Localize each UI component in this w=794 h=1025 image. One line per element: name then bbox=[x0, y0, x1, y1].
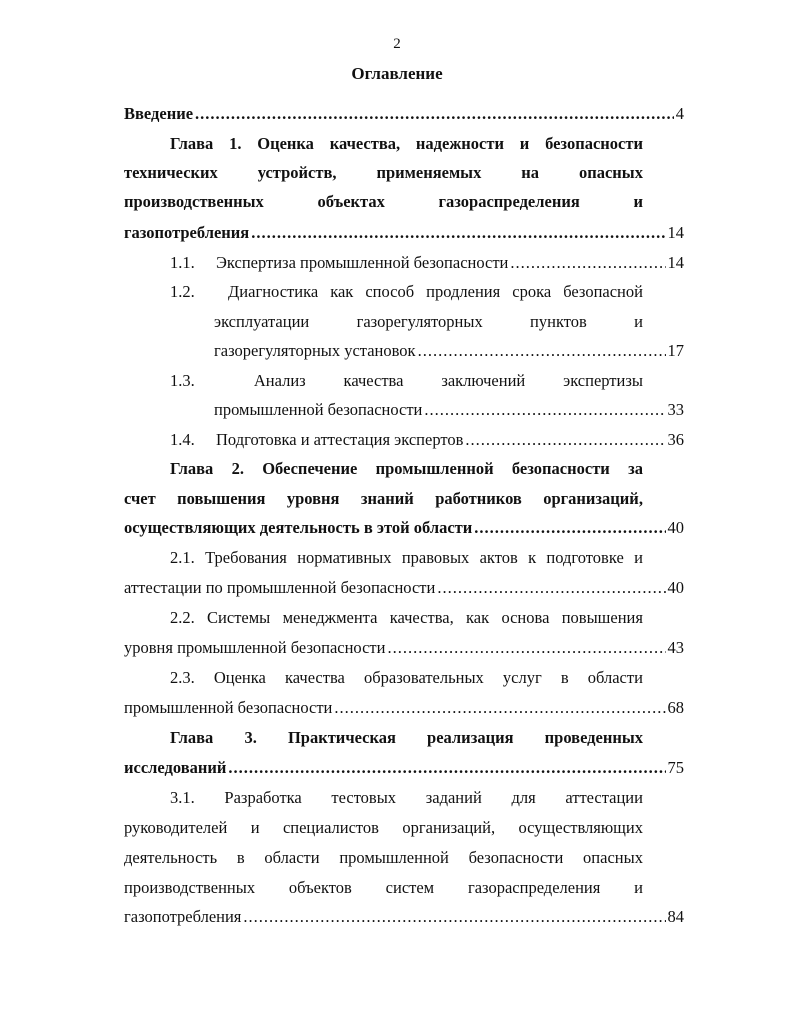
page-ref: 68 bbox=[667, 698, 684, 717]
toc-word: организаций, bbox=[543, 489, 643, 508]
toc-entry-2-3 bbox=[170, 666, 643, 690]
toc-word: для bbox=[511, 788, 536, 807]
toc-word: специалистов bbox=[282, 818, 379, 837]
page-ref: 84 bbox=[667, 907, 684, 926]
toc-word: и bbox=[250, 818, 260, 837]
entry-title: Экспертиза промышленной безопасности bbox=[216, 253, 509, 272]
entry-title: Введение bbox=[124, 104, 194, 123]
toc-word: Глава bbox=[170, 134, 214, 153]
toc-word: аттестации bbox=[565, 788, 643, 807]
toc-entry-1-2 bbox=[214, 339, 684, 363]
page-ref: 36 bbox=[667, 430, 684, 449]
toc-word: производственных bbox=[124, 192, 264, 211]
toc-word: надежности bbox=[415, 134, 504, 153]
toc-word: безопасности bbox=[545, 134, 643, 153]
toc-title: Оглавление bbox=[351, 64, 443, 83]
toc-entry-2-1 bbox=[170, 546, 643, 570]
toc-word: 3. bbox=[244, 728, 257, 747]
toc-word: как bbox=[466, 608, 490, 627]
toc-word: качества bbox=[343, 371, 404, 390]
entry-title: газопотребления bbox=[124, 223, 250, 242]
toc-entry-3-1 bbox=[170, 786, 643, 810]
toc-entry-2-3 bbox=[124, 696, 684, 720]
entry-title: аттестации по промышленной безопасности bbox=[124, 578, 436, 597]
dot-leader bbox=[474, 516, 665, 540]
toc-entry-chapter-2 bbox=[170, 457, 643, 481]
page-ref: 14 bbox=[667, 253, 684, 272]
dot-leader bbox=[424, 398, 665, 422]
toc-word: безопасности bbox=[511, 459, 610, 478]
toc-entry-chapter-1 bbox=[124, 221, 684, 245]
page-ref: 40 bbox=[667, 518, 684, 537]
dot-leader bbox=[334, 696, 665, 720]
toc-entry-1-4 bbox=[170, 428, 684, 452]
toc-word: в bbox=[236, 848, 245, 867]
toc-word: Системы bbox=[207, 608, 271, 627]
toc-word: опасных bbox=[583, 848, 643, 867]
toc-entry-2-1 bbox=[124, 576, 684, 600]
entry-title: исследований bbox=[124, 758, 227, 777]
dot-leader bbox=[195, 102, 674, 126]
page-ref: 4 bbox=[675, 104, 684, 123]
page-number: 2 bbox=[393, 36, 401, 52]
dot-leader bbox=[387, 636, 665, 660]
toc-word: и bbox=[633, 192, 643, 211]
toc-word: и bbox=[634, 548, 643, 567]
toc-word: 3.1. bbox=[170, 788, 195, 807]
toc-word: услуг bbox=[502, 668, 542, 687]
toc-word: проведенных bbox=[544, 728, 643, 747]
page-ref: 33 bbox=[667, 400, 684, 419]
toc-entry-3-1 bbox=[124, 816, 643, 840]
toc-entry-3-1 bbox=[124, 876, 643, 900]
section-number: 1.1. bbox=[170, 253, 195, 272]
toc-word: качества, bbox=[329, 134, 401, 153]
dot-leader bbox=[437, 576, 665, 600]
toc-entry-1-2 bbox=[214, 310, 643, 334]
toc-word: Разработка bbox=[224, 788, 302, 807]
toc-word: области bbox=[264, 848, 320, 867]
toc-word: и bbox=[634, 878, 643, 897]
toc-word: на bbox=[521, 163, 540, 182]
toc-word: объектов bbox=[288, 878, 352, 897]
toc-entry-3-1 bbox=[124, 846, 643, 870]
toc-word: Обеспечение bbox=[262, 459, 358, 478]
toc-word: Диагностика bbox=[228, 282, 319, 301]
toc-word: Требования bbox=[205, 548, 287, 567]
toc-word: газораспределения bbox=[467, 878, 601, 897]
toc-word: уровня bbox=[286, 489, 340, 508]
toc-word: качества bbox=[284, 668, 345, 687]
toc-word: безопасной bbox=[563, 282, 643, 301]
page-ref: 17 bbox=[667, 341, 684, 360]
toc-entry-2-2 bbox=[170, 606, 643, 630]
toc-word: нормативных bbox=[297, 548, 392, 567]
toc-word: систем bbox=[385, 878, 435, 897]
toc-word: срока bbox=[512, 282, 552, 301]
toc-word: продления bbox=[426, 282, 501, 301]
toc-word: деятельность bbox=[124, 848, 218, 867]
toc-word: экспертизы bbox=[563, 371, 643, 390]
page-ref: 14 bbox=[667, 223, 684, 242]
toc-word: реализация bbox=[427, 728, 514, 747]
toc-word: и bbox=[634, 312, 643, 331]
toc-entry-chapter-3 bbox=[124, 756, 684, 780]
toc-word: осуществляющих bbox=[518, 818, 643, 837]
toc-word: эксплуатации bbox=[214, 312, 310, 331]
toc-word: актов bbox=[479, 548, 518, 567]
toc-word: газорегуляторных bbox=[356, 312, 483, 331]
toc-word: способ bbox=[365, 282, 415, 301]
toc-entry-1-3 bbox=[170, 369, 643, 393]
entry-title: уровня промышленной безопасности bbox=[124, 638, 386, 657]
toc-word: Оценка bbox=[213, 668, 266, 687]
toc-entry-1-1 bbox=[170, 251, 684, 275]
toc-word: 2.1. bbox=[170, 548, 195, 567]
toc-word: за bbox=[628, 459, 643, 478]
toc-entry-2-2 bbox=[124, 636, 684, 660]
toc-entry-1-2 bbox=[170, 280, 643, 304]
toc-word: производственных bbox=[124, 878, 256, 897]
toc-word: счет bbox=[124, 489, 156, 508]
toc-entry-chapter-2 bbox=[124, 487, 643, 511]
toc-word: подготовке bbox=[546, 548, 624, 567]
toc-word: промышленной bbox=[375, 459, 494, 478]
entry-title: газорегуляторных установок bbox=[214, 341, 416, 360]
toc-word: пунктов bbox=[530, 312, 587, 331]
toc-word: повышения bbox=[177, 489, 266, 508]
entry-title: газопотребления bbox=[124, 907, 242, 926]
page-ref: 43 bbox=[667, 638, 684, 657]
toc-word: Практическая bbox=[287, 728, 396, 747]
toc-entry-1-3 bbox=[214, 398, 684, 422]
dot-leader bbox=[465, 428, 665, 452]
entry-title: осуществляющих деятельность в этой области bbox=[124, 518, 473, 537]
toc-entry-chapter-1 bbox=[124, 161, 643, 185]
toc-word: применяемых bbox=[376, 163, 482, 182]
toc-word: качества, bbox=[389, 608, 454, 627]
dot-leader bbox=[243, 905, 665, 929]
toc-word: тестовых bbox=[331, 788, 397, 807]
dot-leader bbox=[510, 251, 665, 275]
page-ref: 75 bbox=[667, 758, 684, 777]
toc-word: газораспределения bbox=[438, 192, 580, 211]
toc-word: как bbox=[330, 282, 354, 301]
toc-word: устройств, bbox=[257, 163, 337, 182]
toc-word: безопасности bbox=[468, 848, 564, 867]
toc-entry-chapter-2 bbox=[124, 516, 684, 540]
dot-leader bbox=[251, 221, 665, 245]
page-ref: 40 bbox=[667, 578, 684, 597]
toc-word: Оценка bbox=[257, 134, 314, 153]
toc-word: заключений bbox=[441, 371, 526, 390]
toc-word: промышленной bbox=[339, 848, 449, 867]
toc-word: основа bbox=[501, 608, 550, 627]
toc-word: знаний bbox=[360, 489, 414, 508]
toc-entry-chapter-1 bbox=[124, 190, 643, 214]
section-number: 1.3. bbox=[170, 371, 195, 390]
dot-leader bbox=[418, 339, 666, 363]
toc-word: в bbox=[560, 668, 569, 687]
toc-word: 1. bbox=[229, 134, 242, 153]
toc-word: технических bbox=[124, 163, 218, 182]
entry-title: промышленной безопасности bbox=[124, 698, 333, 717]
section-number: 1.2. bbox=[170, 282, 195, 301]
toc-word: объектах bbox=[317, 192, 385, 211]
toc-word: 2.2. bbox=[170, 608, 195, 627]
toc-entry-3-1 bbox=[124, 905, 684, 929]
toc-word: заданий bbox=[425, 788, 482, 807]
toc-word: 2. bbox=[231, 459, 244, 478]
toc-entry-chapter-1 bbox=[170, 132, 643, 156]
toc-entry-intro bbox=[124, 102, 684, 126]
toc-word: к bbox=[528, 548, 537, 567]
toc-word: организаций, bbox=[402, 818, 496, 837]
toc-word: Глава bbox=[170, 459, 214, 478]
toc-entry-chapter-3 bbox=[170, 726, 643, 750]
entry-title: промышленной безопасности bbox=[214, 400, 423, 419]
toc-word: и bbox=[519, 134, 530, 153]
toc-word: Глава bbox=[170, 728, 214, 747]
dot-leader bbox=[228, 756, 665, 780]
toc-word: образовательных bbox=[363, 668, 484, 687]
section-number: 1.4. bbox=[170, 430, 195, 449]
toc-word: менеджмента bbox=[282, 608, 378, 627]
toc-word: правовых bbox=[401, 548, 470, 567]
toc-word: повышения bbox=[561, 608, 643, 627]
toc-word: опасных bbox=[578, 163, 643, 182]
toc-word: области bbox=[587, 668, 643, 687]
toc-word: Анализ bbox=[253, 371, 306, 390]
toc-word: руководителей bbox=[124, 818, 228, 837]
toc-word: работников bbox=[435, 489, 522, 508]
entry-title: Подготовка и аттестация экспертов bbox=[216, 430, 464, 449]
toc-word: 2.3. bbox=[170, 668, 195, 687]
